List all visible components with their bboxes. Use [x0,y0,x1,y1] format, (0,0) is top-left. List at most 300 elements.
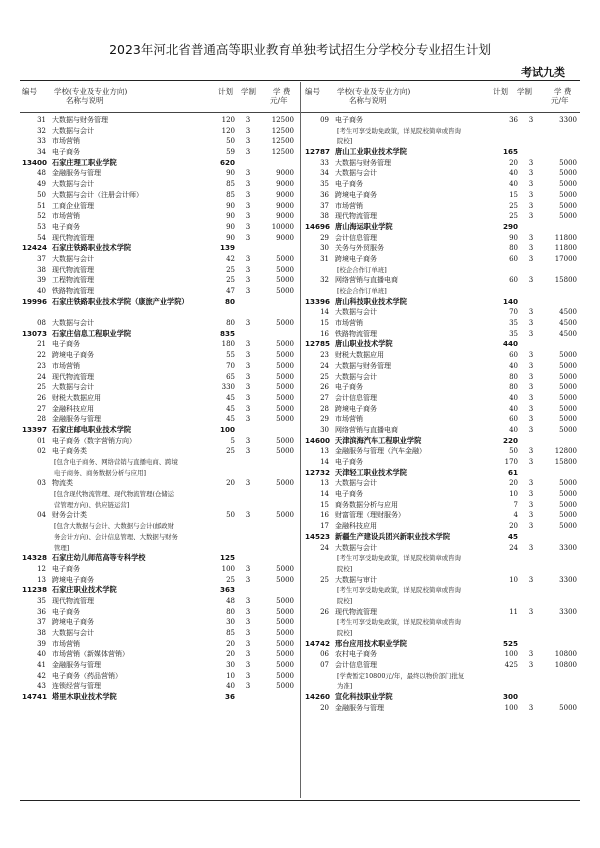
major-number: 49 [37,180,46,189]
school-plan-total: 125 [219,553,235,563]
major-row [305,703,580,714]
major-fee: 5000 [559,490,577,499]
school-name: 石家庄邮电职业技术学院 [52,424,132,434]
major-row [305,649,580,660]
major-number: 37 [37,254,46,263]
major-fee: 12500 [271,116,294,124]
school-code: 13397 [22,424,48,434]
major-name: 工程物流管理 [52,276,94,285]
major-duration: 3 [528,212,534,221]
note-text: 院校] [337,137,353,146]
major-name: 工商企业管理 [52,201,94,210]
major-name: 电子商务 [335,116,363,124]
major-note [305,286,580,297]
header-code: 编号 [305,87,320,96]
school-name: 唐山工业职业技术学院 [335,147,407,157]
major-duration: 3 [528,575,534,584]
major-fee: 15800 [554,458,577,466]
major-name: 电子商务（数字营销方向） [52,436,136,445]
major-fee: 5000 [559,522,577,531]
major-duration: 3 [528,522,534,531]
school-plan-total: 100 [219,424,235,434]
header-school: 学校(专业及专业方向) [54,87,128,96]
major-note [22,532,297,543]
major-fee: 5000 [276,607,294,616]
major-row [22,115,297,126]
major-number: 33 [37,137,46,146]
major-row [22,233,297,244]
header-name-desc: 名称与说明 [66,96,104,105]
major-plan: 35 [509,319,518,328]
major-number: 06 [320,650,329,659]
major-fee: 5000 [276,575,294,584]
major-fee: 5000 [276,372,294,381]
major-duration: 3 [245,629,251,638]
major-fee: 4500 [559,329,577,338]
major-name: 大数据与会计 [335,543,377,552]
major-row [22,339,297,350]
school-name: 石家庄职业技术学院 [52,585,117,595]
school-row [22,425,297,436]
major-name: 大数据与会计 [335,479,377,488]
major-duration: 3 [245,393,251,402]
major-number: 12 [37,564,46,573]
major-plan: 25 [226,575,235,584]
major-plan: 11 [509,607,518,616]
major-duration: 3 [528,169,534,178]
major-row [305,318,580,329]
major-fee: 5000 [276,404,294,413]
school-row [305,339,580,350]
major-number: 33 [320,158,329,167]
major-fee: 5000 [276,671,294,680]
major-fee: 5000 [276,340,294,349]
major-row [305,307,580,318]
major-row [22,168,297,179]
major-row [305,521,580,532]
major-row [305,425,580,436]
note-text: [考生可享受助免政策，详见院校简章或咨询 [337,586,461,595]
major-number: 14 [320,308,329,317]
school-code: 12424 [22,243,48,253]
major-name: 电子商务 [52,607,80,616]
header-left [22,85,297,111]
school-row [22,158,297,169]
major-duration: 3 [528,404,534,413]
major-number: 16 [320,511,329,520]
major-name: 市场营销 [52,137,80,146]
school-plan-total: 363 [219,585,235,595]
major-row [22,393,297,404]
major-plan: 20 [226,479,235,488]
major-name: 电子商务 [335,180,363,189]
major-plan: 330 [221,383,235,392]
major-number: 31 [37,116,46,124]
major-fee: 5000 [276,254,294,263]
major-row [22,350,297,361]
major-fee: 10000 [271,222,294,231]
major-plan: 25 [226,447,235,456]
major-row [22,649,297,660]
major-note [22,543,297,554]
major-duration: 3 [245,180,251,189]
school-row [22,585,297,596]
major-name: 跨境电子商务 [52,618,94,627]
major-row [305,201,580,212]
major-number: 40 [37,650,46,659]
major-duration: 3 [528,415,534,424]
major-plan: 10 [509,490,518,499]
major-duration: 3 [245,511,251,520]
school-row [305,297,580,308]
major-fee: 5000 [559,479,577,488]
major-number: 37 [320,201,329,210]
major-fee: 5000 [559,404,577,413]
header-duration: 学制 [241,87,256,96]
major-name: 电子商务 [335,490,363,499]
major-number: 01 [37,436,46,445]
major-row [305,393,580,404]
major-duration: 3 [245,607,251,616]
major-duration: 3 [245,126,251,135]
major-fee: 11800 [554,233,577,242]
major-fee: 3300 [559,607,577,616]
major-duration: 3 [245,447,251,456]
major-number: 04 [37,511,46,520]
major-number: 15 [320,500,329,509]
major-plan: 80 [226,319,235,328]
note-text: [学费暂定10800元/年，最终以物价部门批复 [337,671,465,680]
major-name: 大数据与会计 [335,372,377,381]
major-plan: 20 [509,522,518,531]
major-duration: 3 [528,500,534,509]
school-name: 石家庄信息工程职业学院 [52,328,132,338]
major-duration: 3 [528,383,534,392]
major-name: 会计信息管理 [335,233,377,242]
major-row [22,436,297,447]
major-fee: 3300 [559,575,577,584]
major-number: 13 [37,575,46,584]
major-plan: 120 [221,126,235,135]
major-plan: 40 [509,393,518,402]
major-duration: 3 [528,511,534,520]
major-duration: 3 [245,404,251,413]
note-text: [包含现代物流管理、现代物流管理(仓储运 [54,490,175,499]
major-name: 大数据与会计 [52,383,94,392]
major-number: 13 [320,479,329,488]
major-duration: 3 [245,479,251,488]
major-fee: 5000 [276,276,294,285]
major-fee: 11800 [554,244,577,253]
major-note [305,553,580,564]
major-note [305,671,580,682]
major-fee: 5000 [559,500,577,509]
major-duration: 3 [528,361,534,370]
major-name: 现代物流管理 [335,212,377,221]
major-plan: 10 [509,575,518,584]
major-plan: 45 [226,393,235,402]
major-duration: 3 [245,650,251,659]
school-plan-total: 165 [502,147,518,157]
school-row [305,436,580,447]
major-name: 大数据与会计（注册会计师） [52,190,143,199]
major-row [305,329,580,340]
major-duration: 3 [245,351,251,360]
major-name: 现代物流管理 [52,265,94,274]
major-duration: 3 [528,254,534,263]
major-duration: 3 [245,340,251,349]
major-name: 财富管理（理财服务） [335,511,405,520]
school-name: 石家庄铁路职业技术学院 [52,243,132,253]
major-row [22,671,297,682]
major-plan: 25 [226,276,235,285]
major-duration: 3 [528,116,534,124]
major-fee: 5000 [276,650,294,659]
major-fee: 5000 [559,169,577,178]
major-fee: 5000 [276,265,294,274]
note-text: [考生可享受助免政策，详见院校简章或咨询 [337,126,461,135]
major-row [22,639,297,650]
major-fee: 12500 [271,126,294,135]
major-row [22,681,297,692]
major-plan: 85 [226,629,235,638]
major-note [22,457,297,468]
major-number: 38 [37,265,46,274]
major-fee: 5000 [559,180,577,189]
major-number: 38 [320,212,329,221]
note-text: 为准] [337,682,353,691]
major-plan: 47 [226,287,235,295]
school-code: 11238 [22,585,48,595]
major-plan: 40 [509,404,518,413]
major-name: 电子商务 [52,564,80,573]
major-number: 32 [37,126,46,135]
school-code: 13073 [22,328,48,338]
major-plan: 50 [509,447,518,456]
header-code: 编号 [22,87,37,96]
major-plan: 20 [226,650,235,659]
major-plan: 10 [226,671,235,680]
major-row [22,596,297,607]
major-fee: 5000 [559,703,577,712]
major-fee: 10800 [554,661,577,670]
major-number: 35 [320,180,329,189]
major-duration: 3 [528,158,534,167]
major-row [22,607,297,618]
major-number: 43 [37,682,46,691]
major-duration: 3 [245,222,251,231]
major-plan: 90 [226,169,235,178]
school-plan-total: 835 [219,328,235,338]
major-plan: 15 [509,190,518,199]
major-number: 25 [37,383,46,392]
major-plan: 80 [509,244,518,253]
header-duration: 学制 [517,87,532,96]
major-row [22,211,297,222]
school-code: 14328 [22,553,48,563]
major-fee: 5000 [276,436,294,445]
school-name: 石家庄幼儿师范高等专科学校 [52,553,146,563]
major-note [305,265,580,276]
major-number: 23 [320,351,329,360]
major-name: 农村电子商务 [335,650,377,659]
major-fee: 9000 [276,201,294,210]
major-plan: 170 [504,458,518,466]
major-duration: 3 [245,618,251,627]
major-row [305,575,580,586]
note-text: 营管理方向)、供应链运营] [54,500,130,509]
major-note [305,628,580,639]
school-plan-total: 220 [502,435,518,445]
major-name: 跨境电子商务 [335,190,377,199]
major-duration: 3 [245,372,251,381]
major-note [305,126,580,137]
major-name: 跨境电子商务 [52,575,94,584]
major-duration: 3 [245,361,251,370]
major-plan: 25 [226,265,235,274]
note-text: [考生可享受助免政策，详见院校简章或咨询 [337,618,461,627]
major-name: 跨境电子商务 [52,351,94,360]
school-row [22,553,297,564]
major-row [305,350,580,361]
school-plan-total: 300 [502,692,518,702]
major-duration: 3 [528,703,534,712]
major-row [305,233,580,244]
major-row [305,543,580,554]
school-plan-total: 440 [502,339,518,349]
major-plan: 60 [509,415,518,424]
major-name: 会计信息管理 [335,661,377,670]
major-row [22,404,297,415]
major-duration: 3 [245,564,251,573]
major-row [305,179,580,190]
major-name: 大数据与会计 [335,169,377,178]
major-note [305,596,580,607]
major-duration: 3 [245,671,251,680]
major-number: 26 [320,383,329,392]
page-title: 2023年河北省普通高等职业教育单独考试招生分学校分专业招生计划 [109,42,491,57]
major-name: 市场营销 [335,201,363,210]
major-duration: 3 [528,329,534,338]
major-number: 14 [320,490,329,499]
school-row [305,468,580,479]
major-name: 电子商务 [335,383,363,392]
note-text: 务会计方向)、会计信息管理、大数据与财务 [54,532,178,541]
major-duration: 3 [528,650,534,659]
major-row [22,275,297,286]
major-row [305,243,580,254]
major-fee: 5000 [559,201,577,210]
major-duration: 3 [528,180,534,189]
major-fee: 5000 [276,682,294,691]
major-fee: 9000 [276,212,294,221]
exam-category: 考试九类 [521,66,565,79]
major-plan: 90 [509,233,518,242]
school-name: 天津轻工职业技术学院 [335,467,407,477]
school-name: 唐山科技职业技术学院 [335,296,407,306]
major-fee: 5000 [276,596,294,605]
school-code: 14523 [305,531,331,541]
major-plan: 25 [509,201,518,210]
major-name: 市场营销 [52,361,80,370]
major-number: 08 [37,319,46,328]
major-number: 15 [320,319,329,328]
major-fee: 5000 [276,511,294,520]
major-row [305,414,580,425]
major-name: 现代物流管理 [335,607,377,616]
major-plan: 4 [513,511,518,520]
major-row [305,660,580,671]
major-number: 41 [37,661,46,670]
major-row [22,575,297,586]
major-plan: 180 [221,340,235,349]
major-row [22,414,297,425]
major-number: 39 [37,639,46,648]
major-name: 跨境电子商务 [335,254,377,263]
major-fee: 5000 [276,564,294,573]
major-fee: 5000 [559,190,577,199]
major-fee: 12500 [271,137,294,146]
major-fee: 5000 [559,393,577,402]
school-name: 新疆生产建设兵团兴新职业技术学院 [335,531,451,541]
major-row [22,286,297,297]
major-row [305,510,580,521]
major-duration: 3 [245,639,251,648]
major-duration: 3 [245,383,251,392]
header-right [305,85,580,111]
major-row [22,372,297,383]
header-fee: 学 费 [554,87,572,96]
major-name: 金融服务与管理 [335,703,384,712]
major-name: 市场营销 [335,415,363,424]
major-duration: 3 [245,319,251,328]
major-fee: 5000 [276,383,294,392]
major-row [305,457,580,468]
major-plan: 48 [226,596,235,605]
major-number: 27 [320,393,329,402]
major-row [305,446,580,457]
top-rule [20,80,580,81]
major-row [305,254,580,265]
major-name: 市场营销 [335,319,363,328]
major-fee: 5000 [559,425,577,434]
major-row [305,115,580,126]
major-plan: 60 [509,276,518,285]
major-number: 27 [37,404,46,413]
major-row [22,446,297,457]
major-fee: 3300 [559,543,577,552]
school-row [305,147,580,158]
major-number: 30 [320,244,329,253]
major-name: 跨境电子商务 [335,404,377,413]
major-fee: 5000 [276,415,294,424]
school-plan-total: 290 [502,221,518,231]
major-fee: 5000 [559,158,577,167]
major-duration: 3 [245,233,251,242]
school-name: 邢台应用技术职业学院 [335,638,407,648]
school-plan-total: 61 [507,467,518,477]
school-code: 13400 [22,157,48,167]
major-duration: 3 [528,447,534,456]
header-school: 学校(专业及专业方向) [337,87,411,96]
major-fee: 12500 [271,148,294,157]
major-fee: 5000 [559,361,577,370]
major-duration: 3 [245,287,251,295]
major-row [22,628,297,639]
major-plan: 20 [509,479,518,488]
major-number: 30 [320,425,329,434]
school-row [305,692,580,703]
